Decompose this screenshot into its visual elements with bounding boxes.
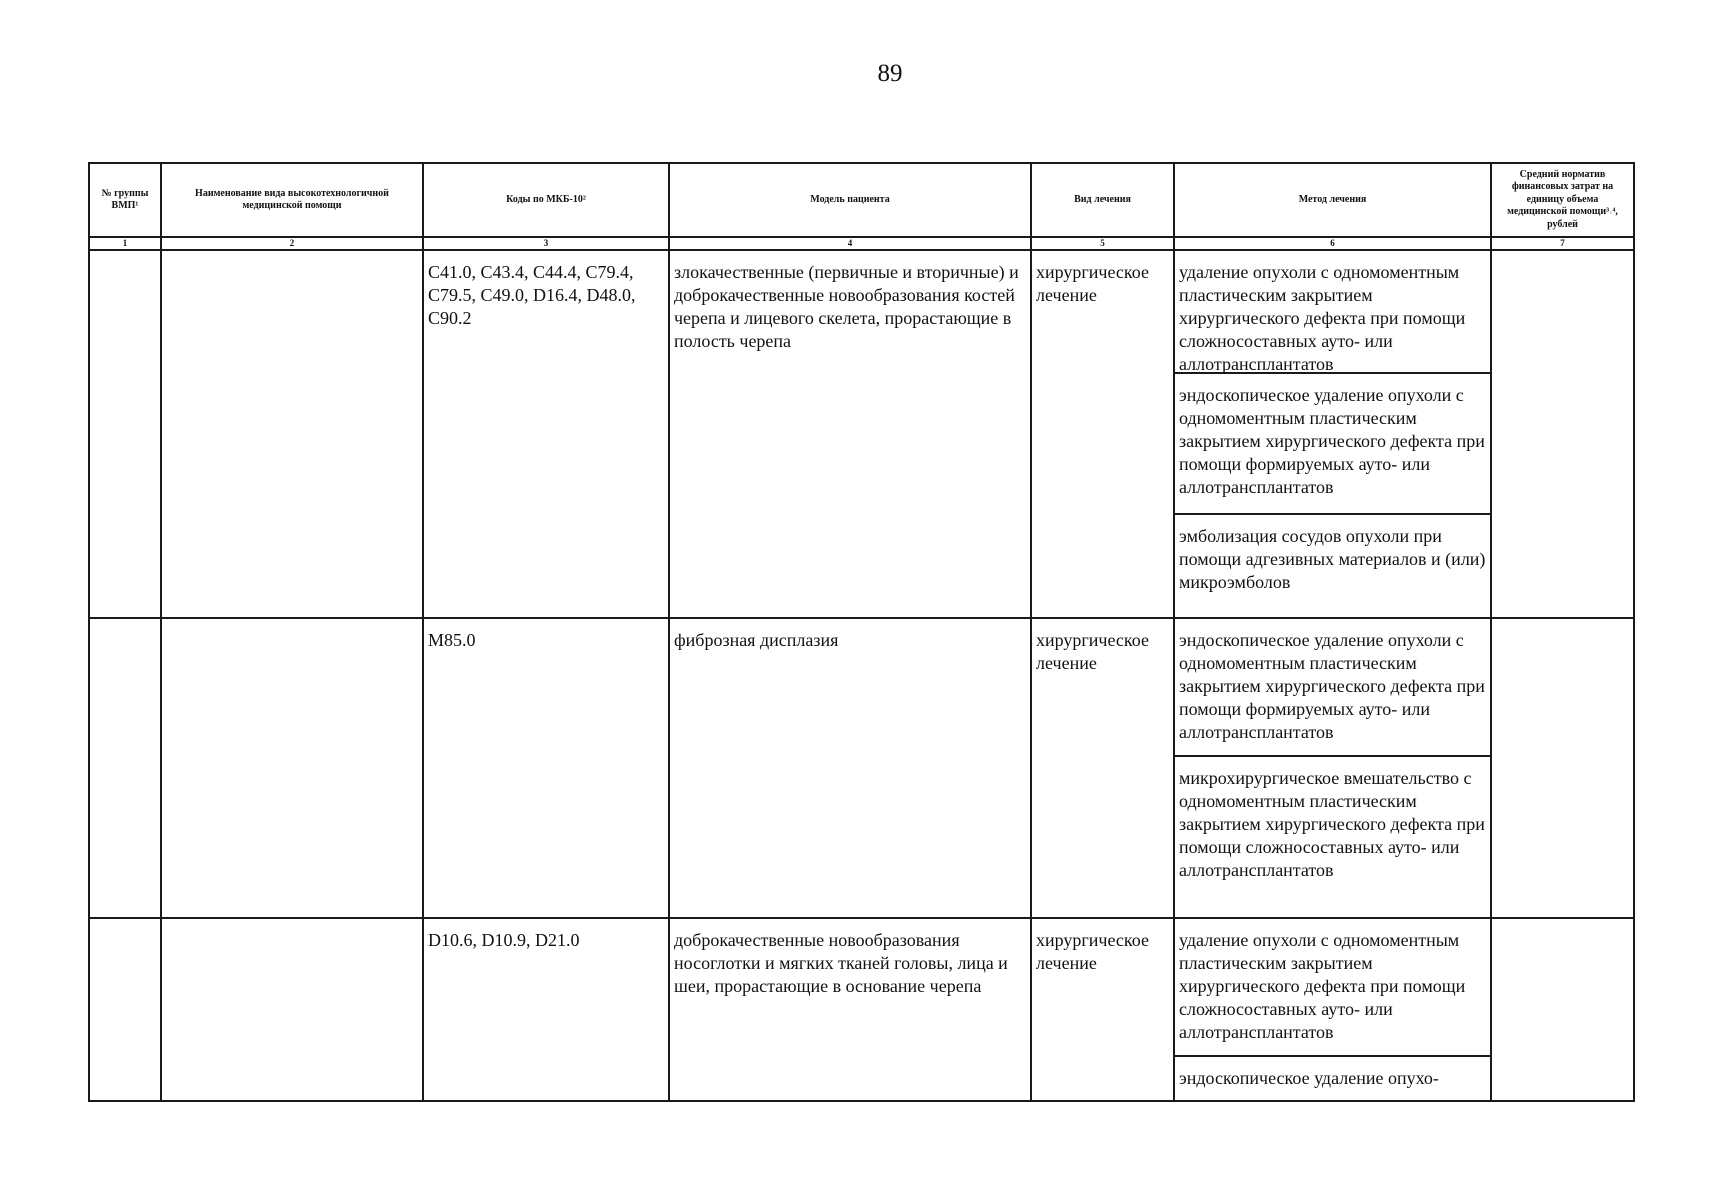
page-number: 89 bbox=[877, 60, 903, 87]
column-number: 1 bbox=[89, 237, 161, 250]
group-number-cell bbox=[89, 618, 161, 918]
header-icd-codes: Коды по МКБ-10² bbox=[423, 163, 669, 237]
method-item: удаление опухоли с одномоментным пластическим закрытием хирургического дефекта при помощи сложносоставных ауто- или аллотрансплантатов bbox=[1175, 251, 1490, 374]
method-item: микрохирургическое вмешательство с одномоментным пластическим закрытием хирургического дефекта при помощи сложносоставных ауто- или аллотрансплантатов bbox=[1179, 768, 1485, 880]
column-number: 7 bbox=[1491, 237, 1634, 250]
column-number: 6 bbox=[1174, 237, 1491, 250]
group-number-cell bbox=[89, 918, 161, 1101]
average-cost-cell bbox=[1491, 250, 1634, 618]
treatment-method-cell bbox=[1174, 250, 1491, 618]
column-number-row bbox=[89, 237, 1634, 250]
treatment-method-cell bbox=[1174, 918, 1491, 1101]
header-treatment-method: Метод лечения bbox=[1174, 163, 1491, 237]
treatment-type-cell: хирургическое лечение bbox=[1031, 250, 1174, 618]
patient-model-cell: фиброзная дисплазия bbox=[669, 618, 1031, 918]
header-row bbox=[89, 163, 1634, 237]
table-row bbox=[89, 618, 1634, 918]
average-cost-cell bbox=[1491, 618, 1634, 918]
method-item: эндоскопическое удаление опухоли с одномоментным пластическим закрытием хирургического дефекта при помощи формируемых ауто- или аллотрансплантатов bbox=[1175, 619, 1490, 757]
patient-model-cell: доброкачественные новообразования носоглотки и мягких тканей головы, лица и шеи, прорастающие в основание черепа bbox=[669, 918, 1031, 1101]
average-cost-cell bbox=[1491, 918, 1634, 1101]
method-item: эндоскопическое удаление опухоли с одномоментным пластическим закрытием хирургического дефекта при помощи формируемых ауто- или аллотрансплантатов bbox=[1175, 374, 1490, 515]
medical-care-table bbox=[88, 162, 1635, 1102]
column-number: 4 bbox=[669, 237, 1031, 250]
header-average-cost: Средний норматив финансовых затрат на единицу объема медицинской помощи³˒⁴, рублей bbox=[1491, 163, 1634, 237]
method-item: эндоскопическое удаление опухо- bbox=[1179, 1068, 1439, 1088]
method-item: эмболизация сосудов опухоли при помощи адгезивных материалов и (или) микроэмболов bbox=[1179, 526, 1486, 592]
treatment-type-cell: хирургическое лечение bbox=[1031, 618, 1174, 918]
method-item: удаление опухоли с одномоментным пластическим закрытием хирургического дефекта при помощи сложносоставных ауто- или аллотрансплантатов bbox=[1175, 919, 1490, 1057]
header-care-type-name: Наименование вида высокотехнологичной медицинской помощи bbox=[161, 163, 423, 237]
care-type-name-cell bbox=[161, 250, 423, 618]
treatment-method-cell bbox=[1174, 618, 1491, 918]
group-number-cell bbox=[89, 250, 161, 618]
header-patient-model: Модель пациента bbox=[669, 163, 1031, 237]
table-row bbox=[89, 250, 1634, 618]
column-number: 5 bbox=[1031, 237, 1174, 250]
column-number: 2 bbox=[161, 237, 423, 250]
column-number: 3 bbox=[423, 237, 669, 250]
icd-codes-cell: C41.0, C43.4, C44.4, C79.4, C79.5, C49.0, D16.4, D48.0, C90.2 bbox=[423, 250, 669, 618]
header-group-number: № группы ВМП¹ bbox=[89, 163, 161, 237]
icd-codes-cell: D10.6, D10.9, D21.0 bbox=[423, 918, 669, 1101]
header-treatment-type: Вид лечения bbox=[1031, 163, 1174, 237]
icd-codes-cell: M85.0 bbox=[423, 618, 669, 918]
table-row bbox=[89, 918, 1634, 1101]
treatment-type-cell: хирургическое лечение bbox=[1031, 918, 1174, 1101]
patient-model-cell: злокачественные (первичные и вторичные) и доброкачественные новообразования костей черепа и лицевого скелета, прорастающие в полость черепа bbox=[669, 250, 1031, 618]
care-type-name-cell bbox=[161, 918, 423, 1101]
care-type-name-cell bbox=[161, 618, 423, 918]
